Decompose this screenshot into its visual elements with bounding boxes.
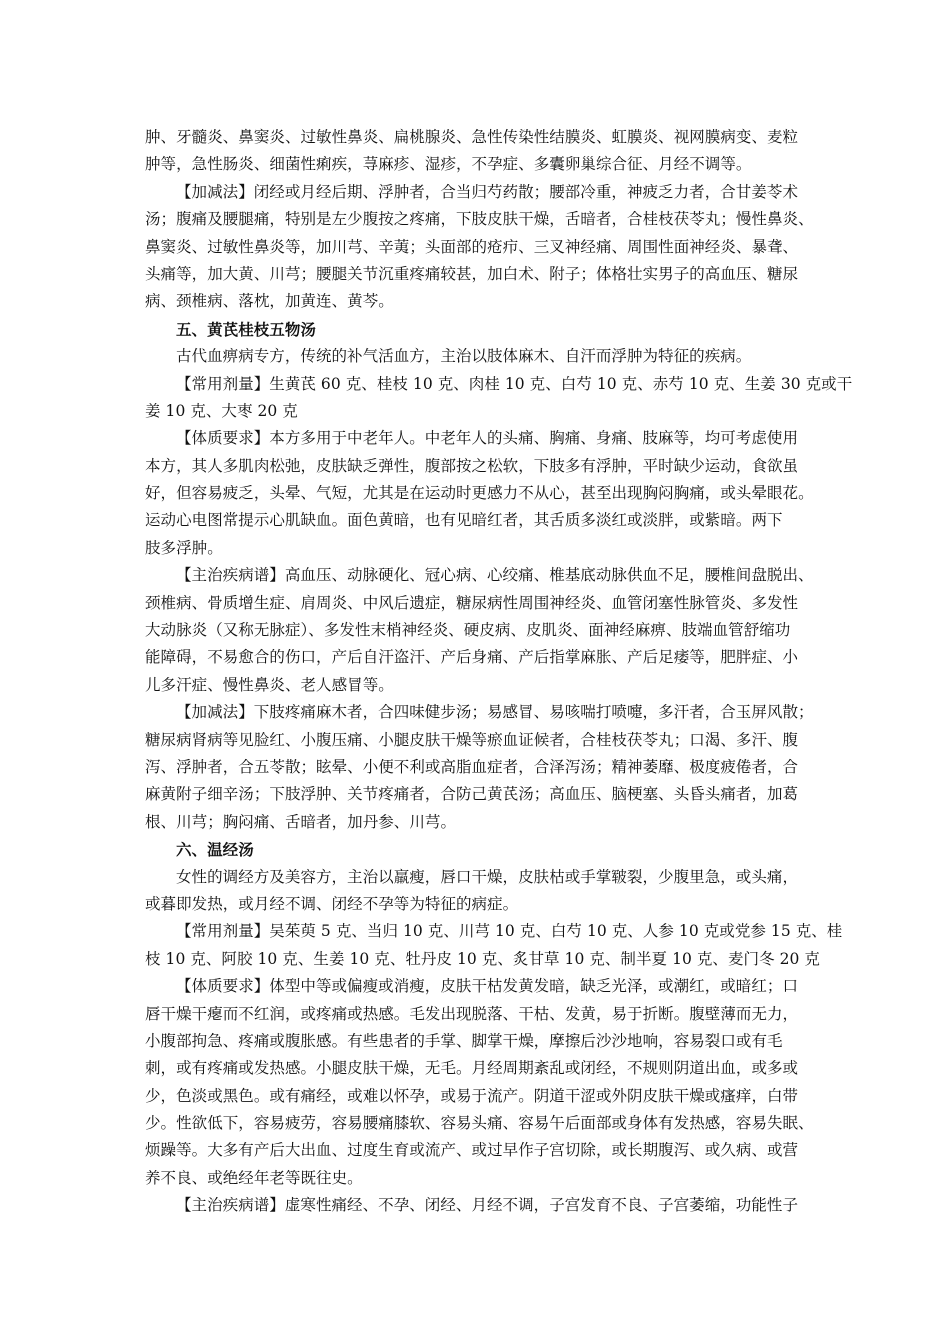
text-line: 【主治疾病谱】虚寒性痛经、不孕、闭经、月经不调，子宫发育不良、子宫萎缩，功能性子 xyxy=(176,1196,799,1215)
text-line: 姜 10 克、大枣 20 克 xyxy=(145,401,298,420)
text-line: 大动脉炎（又称无脉症）、多发性末梢神经炎、硬皮病、皮肌炎、面神经麻痹、肢端血管舒缩功 xyxy=(145,621,791,640)
text-line: 【体质要求】体型中等或偏瘦或消瘦，皮肤干枯发黄发暗，缺乏光泽，或潮红，或暗红；口 xyxy=(176,977,799,996)
text-line: 古代血痹病专方，传统的补气活血方，主治以肢体麻木、自汗而浮肿为特征的疾病。 xyxy=(176,347,752,366)
text-line: 病、颈椎病、落枕，加黄连、黄芩。 xyxy=(145,292,394,311)
text-line: 刺，或有疼痛或发热感。小腿皮肤干燥，无毛。月经周期紊乱或闭经，不规则阴道出血，或多或 xyxy=(145,1059,799,1078)
text-line: 糖尿病肾病等见脸红、小腹压痛、小腿皮肤干燥等瘀血证候者，合桂枝茯苓丸；口渴、多汗、腹 xyxy=(145,730,799,749)
text-line: 根、川芎；胸闷痛、舌暗者，加丹参、川芎。 xyxy=(145,812,457,831)
text-line: 小腹部拘急、疼痛或腹胀感。有些患者的手掌、脚掌干燥，摩擦后沙沙地响，容易裂口或有毛 xyxy=(145,1031,783,1050)
text-line: 鼻窦炎、过敏性鼻炎等，加川芎、辛荑；头面部的疮疖、三叉神经痛、周围性面神经炎、暴聋、 xyxy=(145,237,799,256)
document-body xyxy=(145,124,853,1220)
text-line: 【常用剂量】吴茱萸 5 克、当归 10 克、川芎 10 克、白芍 10 克、人参 10 克或党参 15 克、桂 xyxy=(176,922,843,941)
text-line: 泻、浮肿者，合五苓散；眩晕、小便不利或高脂血症者，合泽泻汤；精神萎靡、极度疲倦者，合 xyxy=(145,757,799,776)
text-line: 麻黄附子细辛汤；下肢浮肿、关节疼痛者，合防己黄芪汤；高血压、脑梗塞、头昏头痛者，加葛 xyxy=(145,785,799,804)
text-line: 【加减法】下肢疼痛麻木者，合四味健步汤；易感冒、易咳喘打喷嚏，多汗者，合玉屏风散； xyxy=(176,703,814,722)
text-line: 肢多浮肿。 xyxy=(145,538,223,557)
text-line: 颈椎病、骨质增生症、肩周炎、中风后遗症，糖尿病性周围神经炎、血管闭塞性脉管炎、多发性 xyxy=(145,593,799,612)
text-line: 少。性欲低下，容易疲劳，容易腰痛膝软、容易头痛、容易午后面部或身体有发热感，容易失眠、 xyxy=(145,1114,814,1133)
text-line: 本方，其人多肌肉松弛，皮肤缺乏弹性，腹部按之松软，下肢多有浮肿，平时缺少运动，食欲虽 xyxy=(145,456,799,475)
text-line: 枝 10 克、阿胶 10 克、生姜 10 克、牡丹皮 10 克、炙甘草 10 克、制半夏 10 克、麦门冬 20 克 xyxy=(145,949,820,968)
text-line: 或暮即发热，或月经不调、闭经不孕等为特征的病症。 xyxy=(145,894,519,913)
text-line: 【加减法】闭经或月经后期、浮肿者，合当归芍药散；腰部冷重，神疲乏力者，合甘姜苓术 xyxy=(176,182,799,201)
section-heading: 六、温经汤 xyxy=(176,840,254,860)
text-line: 头痛等，加大黄、川芎；腰腿关节沉重疼痛较甚，加白术、附子；体格壮实男子的高血压、糖尿 xyxy=(145,264,799,283)
text-line: 好，但容易疲乏，头晕、气短，尤其是在运动时更感力不从心，甚至出现胸闷胸痛，或头晕眼花。 xyxy=(145,484,814,503)
text-line: 肿、牙髓炎、鼻窦炎、过敏性鼻炎、扁桃腺炎、急性传染性结膜炎、虹膜炎、视网膜病变、麦粒 xyxy=(145,128,799,146)
text-line: 女性的调经方及美容方，主治以羸瘦，唇口干燥，皮肤枯或手掌皲裂，少腹里急，或头痛， xyxy=(176,867,799,886)
text-line: 肿等，急性肠炎、细菌性痢疾，荨麻疹、湿疹，不孕症、多囊卵巢综合征、月经不调等。 xyxy=(145,155,752,174)
text-line: 养不良、或绝经年老等既往史。 xyxy=(145,1168,363,1187)
section-heading: 五、黄芪桂枝五物汤 xyxy=(176,319,316,339)
text-line: 能障碍，不易愈合的伤口，产后自汗盗汗、产后身痛、产后指掌麻胀、产后足痿等，肥胖症、小 xyxy=(145,648,799,667)
text-line: 【常用剂量】生黄芪 60 克、桂枝 10 克、肉桂 10 克、白芍 10 克、赤芍 10 克、生姜 30 克或干 xyxy=(176,374,853,393)
text-line: 儿多汗症、慢性鼻炎、老人感冒等。 xyxy=(145,675,394,694)
text-line: 运动心电图常提示心肌缺血。面色黄暗，也有见暗红者，其舌质多淡红或淡胖，或紫暗。两下 xyxy=(145,511,783,530)
text-line: 唇干燥干瘪而不红润，或疼痛或热感。毛发出现脱落、干枯、发黄，易于折断。腹壁薄而无力， xyxy=(145,1004,799,1023)
text-line: 烦躁等。大多有产后大出血、过度生育或流产、或过早作子宫切除，或长期腹泻、或久病、或营 xyxy=(145,1141,799,1160)
text-line: 少，色淡或黑色。或有痛经，或难以怀孕，或易于流产。阴道干涩或外阴皮肤干燥或瘙痒，白带 xyxy=(145,1086,799,1105)
text-line: 汤；腹痛及腰腿痛，特别是左少腹按之疼痛，下肢皮肤干燥，舌暗者，合桂枝茯苓丸；慢性鼻炎、 xyxy=(145,210,814,229)
text-line: 【体质要求】本方多用于中老年人。中老年人的头痛、胸痛、身痛、肢麻等，均可考虑使用 xyxy=(176,429,799,448)
text-line: 【主治疾病谱】高血压、动脉硬化、冠心病、心绞痛、椎基底动脉供血不足，腰椎间盘脱出、 xyxy=(176,566,814,585)
